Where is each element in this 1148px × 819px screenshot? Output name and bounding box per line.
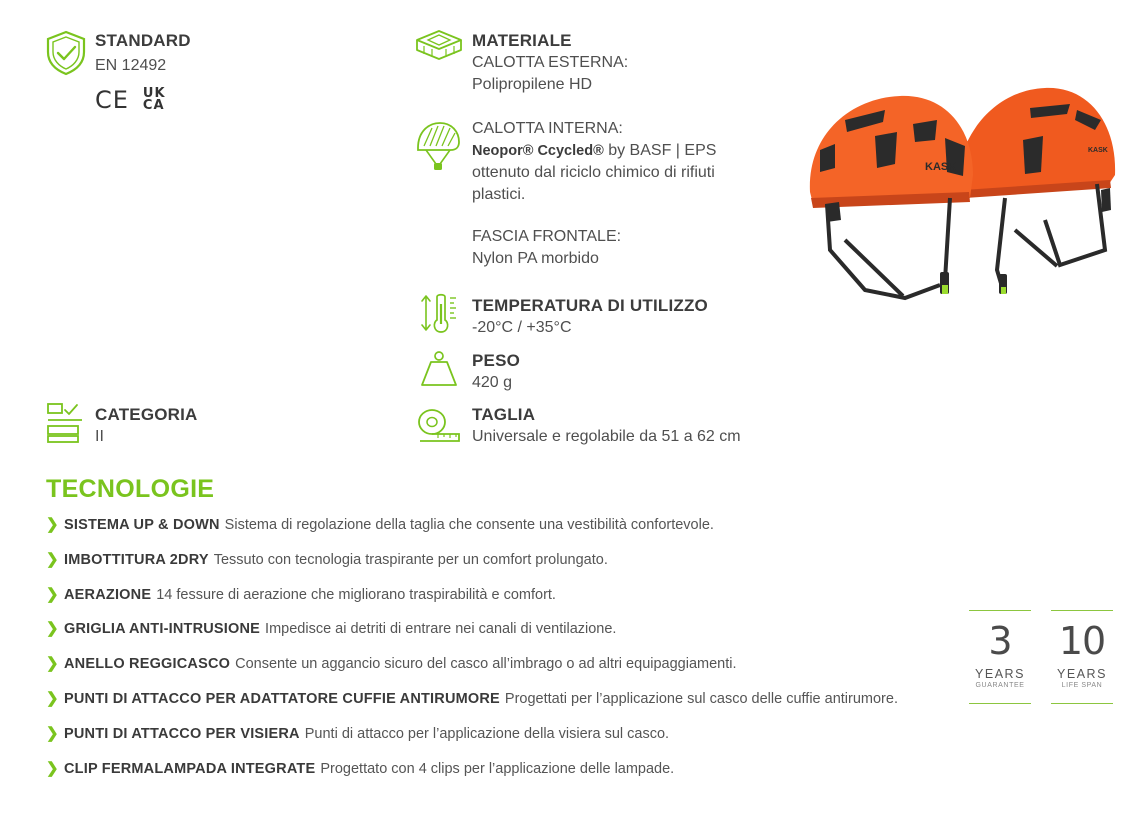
front-band-label: FASCIA FRONTALE:: [472, 228, 622, 245]
categoria-text: [95, 404, 198, 448]
taglia-text: [472, 404, 741, 448]
ukca-mark-bottom: CA: [142, 98, 165, 113]
chevron-right-icon: ❯: [46, 689, 59, 707]
tech-item: [46, 723, 946, 758]
tech-item: [46, 549, 946, 584]
outer-shell-label: CALOTTA ESTERNA:: [472, 54, 629, 71]
peso-value: 420 g: [472, 374, 513, 391]
tech-item-name: SISTEMA UP & DOWN: [64, 517, 220, 533]
guarantee-number: 3: [988, 619, 1012, 663]
taglia-value: Universale e regolabile da 51 a 62 cm: [472, 428, 741, 445]
helmet-right-brand: KASK: [1088, 147, 1108, 154]
tech-item-desc: Progettato con 4 clips per l’applicazione delle lampade.: [320, 760, 675, 777]
peso-text: [472, 350, 520, 394]
thermometer-icon: [420, 292, 462, 336]
peso-title: PESO: [472, 351, 521, 370]
weight-icon: [419, 348, 459, 388]
temperatura-text: [472, 295, 708, 339]
chevron-right-icon: ❯: [46, 585, 59, 603]
chevron-right-icon: ❯: [46, 655, 59, 673]
tech-item: [46, 514, 946, 549]
temperatura-title: TEMPERATURA DI UTILIZZO: [472, 296, 708, 315]
standard-text: [95, 30, 191, 77]
tech-item-desc: Progettati per l’applicazione sul casco delle cuffie antirumore.: [504, 690, 898, 707]
chevron-right-icon: ❯: [46, 759, 59, 777]
temperatura-value: -20°C / +35°C: [472, 319, 572, 336]
lifespan-sub: LIFE SPAN: [1061, 682, 1103, 689]
helmet-liner-icon: [414, 120, 462, 174]
tech-item-desc: 14 fessure di aerazione che migliorano traspirabilità e comfort.: [156, 586, 556, 603]
lifespan-badge: [1051, 610, 1113, 704]
chevron-right-icon: ❯: [46, 550, 59, 568]
tech-item: [46, 653, 946, 688]
tech-item-desc: Sistema di regolazione della taglia che consente una vestibilità confortevole.: [224, 517, 714, 533]
product-image-helmets: [805, 80, 1125, 310]
chevron-right-icon: ❯: [46, 724, 59, 742]
tech-item: [46, 688, 946, 723]
lifespan-number: 10: [1058, 619, 1106, 663]
guarantee-sub: GUARANTEE: [975, 682, 1025, 689]
material-layers-icon: [414, 28, 464, 64]
guarantee-word: YEARS: [975, 667, 1025, 681]
shield-check-icon: [45, 30, 87, 76]
tech-item-name: GRIGLIA ANTI-INTRUSIONE: [64, 621, 261, 638]
inner-shell-text: [472, 118, 716, 269]
tecnologie-list: [46, 514, 946, 792]
inner-shell-label: CALOTTA INTERNA:: [472, 120, 623, 137]
helmet-left-brand: KASK: [925, 161, 957, 173]
ce-mark: CE: [95, 86, 129, 114]
tech-item-name: PUNTI DI ATTACCO PER ADATTATORE CUFFIE ANTIRUMORE: [64, 690, 500, 707]
tech-item-desc: Consente un aggancio sicuro del casco all’imbrago o ad altri equipaggiamenti.: [235, 656, 737, 673]
tech-item: [46, 758, 946, 793]
tech-item-name: IMBOTTITURA 2DRY: [64, 551, 209, 568]
tech-item-name: CLIP FERMALAMPADA INTEGRATE: [64, 760, 316, 777]
taglia-title: TAGLIA: [472, 405, 536, 424]
standard-value: EN 12492: [95, 57, 167, 74]
tech-item: [46, 584, 946, 619]
standard-title: STANDARD: [95, 31, 191, 50]
tecnologie-heading: TECNOLOGIE: [46, 475, 215, 503]
categoria-title: CATEGORIA: [95, 405, 198, 424]
categoria-value: II: [95, 428, 104, 445]
tech-item-desc: Impedisce ai detriti di entrare nei canali di ventilazione.: [265, 621, 617, 638]
materiale-title: MATERIALE: [472, 31, 572, 50]
inner-shell-line2: ottenuto dal riciclo chimico di rifiuti: [472, 164, 715, 181]
inner-shell-by: by BASF | EPS: [603, 141, 717, 159]
inner-shell-line3: plastici.: [472, 185, 526, 203]
helmet-left: [810, 96, 973, 298]
tech-item-name: PUNTI DI ATTACCO PER VISIERA: [64, 725, 300, 742]
tech-item-desc: Punti di attacco per l’applicazione della visiera sul casco.: [304, 725, 670, 742]
front-band-value: Nylon PA morbido: [472, 249, 599, 267]
certification-marks: [95, 88, 166, 112]
chevron-right-icon: ❯: [46, 620, 59, 638]
tech-item-desc: Tessuto con tecnologia traspirante per un comfort prolungato.: [213, 551, 608, 568]
ukca-mark-top: UK: [142, 86, 166, 101]
ukca-mark: [143, 88, 166, 112]
tech-item-name: ANELLO REGGICASCO: [64, 656, 231, 673]
tech-item-name: AERAZIONE: [64, 586, 152, 603]
checklist-icon: [45, 402, 87, 444]
helmet-right: [955, 88, 1115, 294]
materiale-text: [472, 30, 628, 95]
guarantee-badge: [969, 610, 1031, 704]
measuring-tape-icon: [416, 404, 462, 442]
inner-shell-material: [472, 140, 716, 163]
outer-shell-value: Polipropilene HD: [472, 75, 593, 93]
chevron-right-icon: ❯: [46, 516, 59, 533]
tech-item: [46, 618, 946, 653]
lifespan-word: YEARS: [1057, 667, 1107, 681]
inner-shell-brand: Neopor® Ccycled®: [472, 142, 604, 159]
